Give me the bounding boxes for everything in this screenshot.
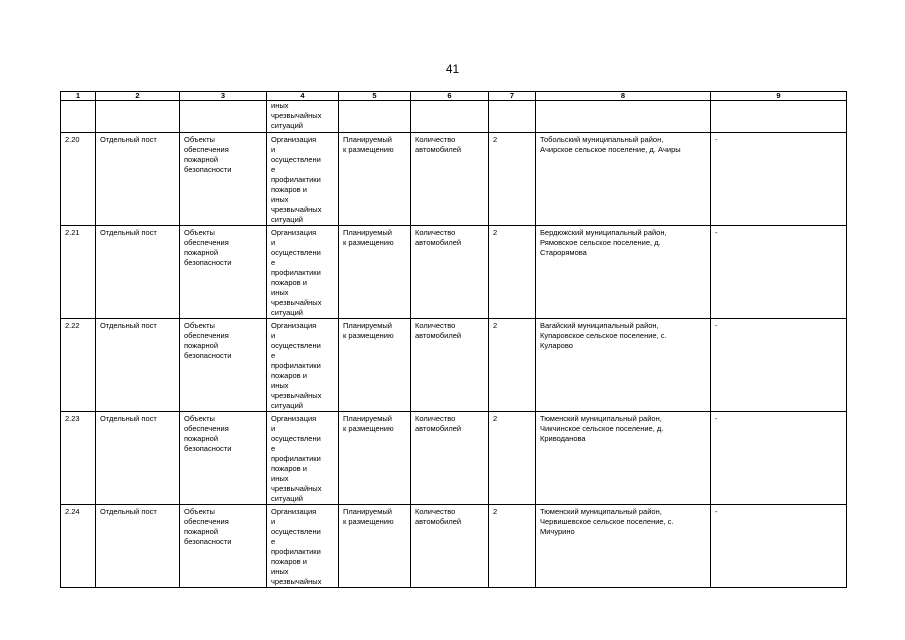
cell-note: -: [711, 226, 847, 319]
cell-type: Отдельный пост: [96, 412, 180, 505]
cell-object: Объекты обеспечения пожарной безопасности: [180, 133, 267, 226]
cell: [536, 101, 711, 133]
cell: [489, 101, 536, 133]
cell-indicator: Количество автомобилей: [411, 505, 489, 588]
cell-indicator: Количество автомобилей: [411, 412, 489, 505]
cell-location: Вагайский муниципальный район, Купаровское сельское поселение, с. Куларово: [536, 319, 711, 412]
cell-type: Отдельный пост: [96, 505, 180, 588]
cell: [61, 101, 96, 133]
page-number: 41: [445, 62, 460, 76]
column-header: 7: [489, 92, 536, 101]
column-header: 5: [339, 92, 411, 101]
cell-number: 2.21: [61, 226, 96, 319]
cell-purpose: иных чрезвычайных ситуаций: [267, 101, 339, 133]
planning-table: [60, 91, 847, 588]
continuation-row: [61, 101, 847, 133]
cell-indicator: Количество автомобилей: [411, 133, 489, 226]
cell-object: Объекты обеспечения пожарной безопасности: [180, 505, 267, 588]
column-header: 2: [96, 92, 180, 101]
cell-purpose: Организация и осуществлени е профилактики пожаров и иных чрезвычайных ситуаций: [267, 412, 339, 505]
cell-status: Планируемый к размещению: [339, 412, 411, 505]
column-header: 1: [61, 92, 96, 101]
column-header: 3: [180, 92, 267, 101]
cell-status: Планируемый к размещению: [339, 505, 411, 588]
cell-note: -: [711, 133, 847, 226]
cell-location: Тюменский муниципальный район, Червишевское сельское поселение, с. Мичурино: [536, 505, 711, 588]
column-number-row: [61, 92, 847, 101]
column-header: 6: [411, 92, 489, 101]
cell-object: Объекты обеспечения пожарной безопасности: [180, 226, 267, 319]
cell: [339, 101, 411, 133]
cell-value: 2: [489, 133, 536, 226]
column-header: 9: [711, 92, 847, 101]
cell-type: Отдельный пост: [96, 319, 180, 412]
cell-note: -: [711, 412, 847, 505]
table-row: [61, 505, 847, 588]
cell-value: 2: [489, 319, 536, 412]
cell-status: Планируемый к размещению: [339, 226, 411, 319]
cell-object: Объекты обеспечения пожарной безопасности: [180, 319, 267, 412]
cell-location: Тобольский муниципальный район, Ачирское сельское поселение, д. Ачиры: [536, 133, 711, 226]
column-header: 8: [536, 92, 711, 101]
cell-value: 2: [489, 505, 536, 588]
table-row: [61, 226, 847, 319]
cell-purpose: Организация и осуществлени е профилактики пожаров и иных чрезвычайных ситуаций: [267, 319, 339, 412]
cell: [711, 101, 847, 133]
table-row: [61, 412, 847, 505]
cell: [411, 101, 489, 133]
cell-location: Тюменский муниципальный район, Чикчинское сельское поселение, д. Криводанова: [536, 412, 711, 505]
cell-number: 2.23: [61, 412, 96, 505]
cell-location: Бердюжский муниципальный район, Рямовское сельское поселение, д. Старорямова: [536, 226, 711, 319]
cell-object: Объекты обеспечения пожарной безопасности: [180, 412, 267, 505]
cell-purpose: Организация и осуществлени е профилактики пожаров и иных чрезвычайных ситуаций: [267, 133, 339, 226]
cell-number: 2.20: [61, 133, 96, 226]
cell-type: Отдельный пост: [96, 226, 180, 319]
cell-purpose: Организация и осуществлени е профилактики пожаров и иных чрезвычайных ситуаций: [267, 226, 339, 319]
table-row: [61, 133, 847, 226]
cell-value: 2: [489, 226, 536, 319]
cell-indicator: Количество автомобилей: [411, 319, 489, 412]
cell-type: Отдельный пост: [96, 133, 180, 226]
cell-status: Планируемый к размещению: [339, 319, 411, 412]
column-header: 4: [267, 92, 339, 101]
table-row: [61, 319, 847, 412]
cell-value: 2: [489, 412, 536, 505]
cell-indicator: Количество автомобилей: [411, 226, 489, 319]
cell: [96, 101, 180, 133]
cell-status: Планируемый к размещению: [339, 133, 411, 226]
cell-number: 2.22: [61, 319, 96, 412]
cell-number: 2.24: [61, 505, 96, 588]
cell-note: -: [711, 319, 847, 412]
cell-note: -: [711, 505, 847, 588]
cell-purpose: Организация и осуществлени е профилактики пожаров и иных чрезвычайных: [267, 505, 339, 588]
cell: [180, 101, 267, 133]
